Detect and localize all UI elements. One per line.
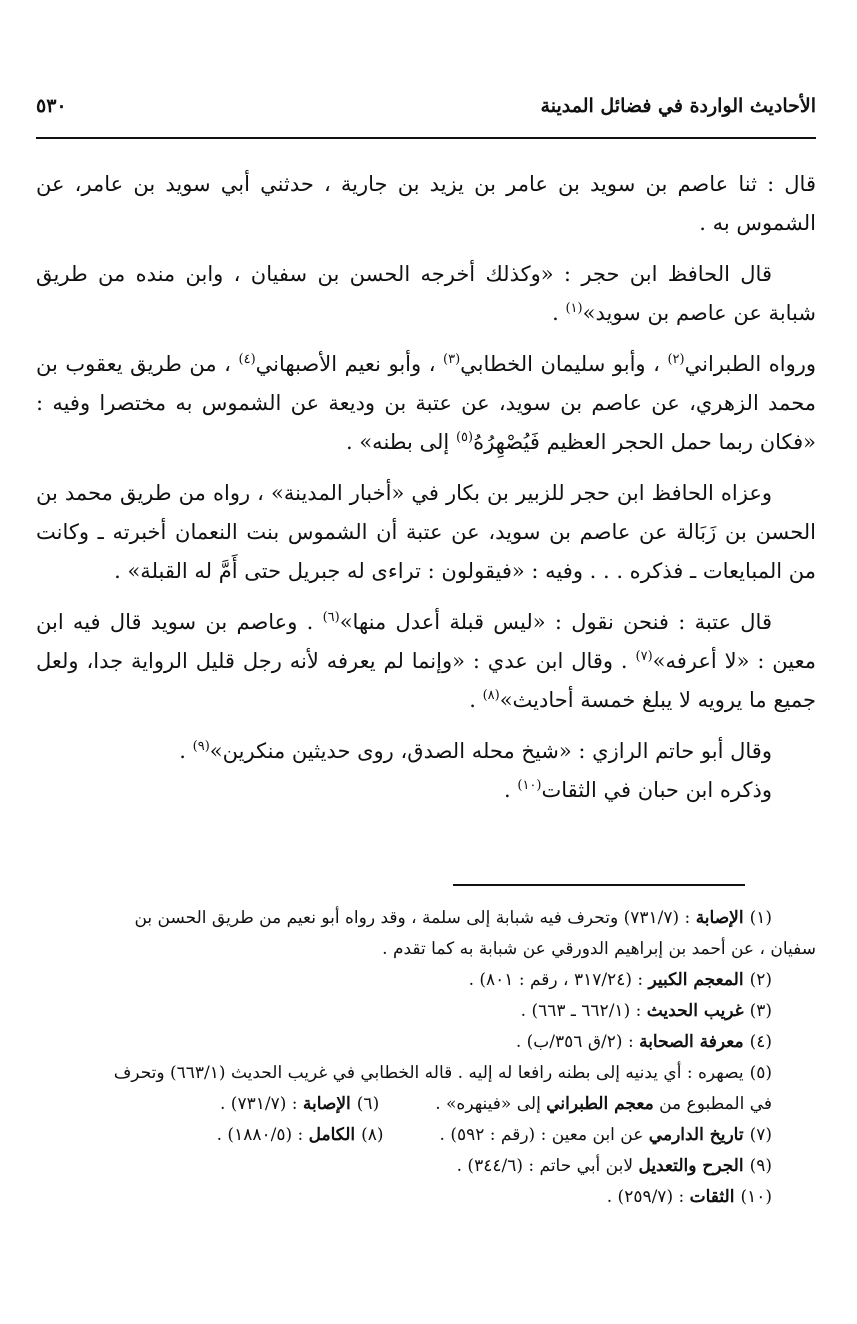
paragraph-4: وعزاه الحافظ ابن حجر للزبير بن بكار في «أخبار المدينة» ، رواه من طريق محمد بن الحسن بن زَبَالة عن عاصم بن سويد، عن عتبة أن الشموس بنت النعمان أخبرته ـ وكانت من المبايعات ـ فذكره . . . وفيه : «فيقولون : تراءى له جبريل حتى أَمَّ له القبلة» . — [36, 481, 816, 583]
footnote-separator — [453, 884, 745, 886]
footnote-ref-5[interactable]: (٥) — [455, 430, 474, 445]
footnote-ref-3[interactable]: (٣) — [443, 352, 461, 367]
running-title: الأحاديث الواردة في فضائل المدينة — [540, 95, 816, 117]
footnote-1: (١)الإصابة : (٧٣١/٧) وتحرف فيه شبابة إلى سلمة ، وقد رواه أبو نعيم من طريق الحسن بن — [134, 908, 772, 928]
footnote-ref-2[interactable]: (٢) — [667, 352, 685, 367]
header-rule — [36, 137, 816, 139]
page-number: ٥٣٠ — [36, 95, 67, 117]
footnote-row-5-6 — [36, 1089, 816, 1120]
paragraph-2: قال الحافظ ابن حجر : «وكذلك أخرجه الحسن بن سفيان ، وابن منده من طريق شبابة عن عاصم بن سويد»$^{(١)}$ . — [36, 262, 816, 325]
footnote-9: (٩)الجرح والتعديل لابن أبي حاتم : (٣٤٤/٦) . — [456, 1156, 772, 1176]
footnote-ref-7[interactable]: (٧) — [635, 649, 653, 664]
footnote-7: (٧)تاريخ الدارمي عن ابن معين : (رقم : ٥٩٢) . — [439, 1125, 772, 1145]
paragraph-5: قال عتبة : فنحن نقول : «ليس قبلة أعدل منها»$^{(٦)}$ . وعاصم بن سويد قال فيه ابن معين : «لا أعرفه»$^{(٧)}$ . وقال ابن عدي : «وإنما لم يعرفه لأنه رجل قليل الرواية جدا، ولعل جميع ما يرويه لا يبلغ خمسة أحاديث»$^{(٨)}$ . — [36, 610, 816, 712]
footnote-ref-9[interactable]: (٩) — [192, 739, 210, 754]
footnote-3: (٣)غريب الحديث : (٦٦٢/١ ـ ٦٦٣) . — [520, 1001, 772, 1021]
paragraph-6: وقال أبو حاتم الرازي : «شيخ محله الصدق، روى حديثين منكرين»$^{(٩)}$ . — [179, 739, 772, 763]
footnote-ref-10[interactable]: (١٠) — [517, 778, 542, 793]
paragraph-1: قال : ثنا عاصم بن سويد بن عامر بن يزيد بن جارية ، حدثني أبي سويد بن عامر، عن الشموس به . — [36, 172, 816, 235]
footnote-1-continued: سفيان ، عن أحمد بن إبراهيم الدورقي عن شبابة به كما تقدم . — [382, 939, 816, 959]
footnotes — [36, 903, 816, 1213]
footnote-10: (١٠)الثقات : (٢٥٩/٧) . — [606, 1187, 772, 1207]
footnote-6: (٦)الإصابة : (٧٣١/٧) . — [220, 1094, 380, 1114]
footnote-ref-1[interactable]: (١) — [565, 301, 583, 316]
footnote-5-continued: في المطبوع من معجم الطبراني إلى «فينهره» . — [435, 1094, 772, 1114]
footnote-2: (٢)المعجم الكبير : (٣١٧/٢٤ ، رقم : ٨٠١) . — [468, 970, 772, 990]
running-header — [36, 86, 816, 126]
main-text — [36, 165, 816, 810]
footnote-ref-8[interactable]: (٨) — [482, 688, 500, 703]
footnote-5: (٥)يصهره : أي يدنيه إلى بطنه رافعا له إليه . قاله الخطابي في غريب الحديث (٦٦٣/١) وتحرف — [113, 1063, 772, 1083]
footnote-8: (٨)الكامل : (١٨٨٠/٥) . — [216, 1125, 384, 1145]
footnote-ref-4[interactable]: (٤) — [238, 352, 256, 367]
footnote-4: (٤)معرفة الصحابة : (٢/ق ٣٥٦/ب) . — [515, 1032, 772, 1052]
paragraph-7: وذكره ابن حبان في الثقات$^{(١٠)}$ . — [504, 778, 772, 802]
paragraph-3: ورواه الطبراني$^{(٢)}$ ، وأبو سليمان الخطابي$^{(٣)}$ ، وأبو نعيم الأصبهاني$^{(٤)}$ ، من طريق يعقوب بن محمد الزهري، عن عاصم بن سويد، عن عتبة بن وديعة عن الشموس به مختصرا وفيه : «فكان ربما حمل الحجر العظيم فَيُصْهِرُهُ$^{(٥)}$ إلى بطنه» . — [36, 352, 816, 454]
footnote-ref-6[interactable]: (٦) — [322, 610, 340, 625]
footnote-row-7-8 — [36, 1120, 816, 1151]
